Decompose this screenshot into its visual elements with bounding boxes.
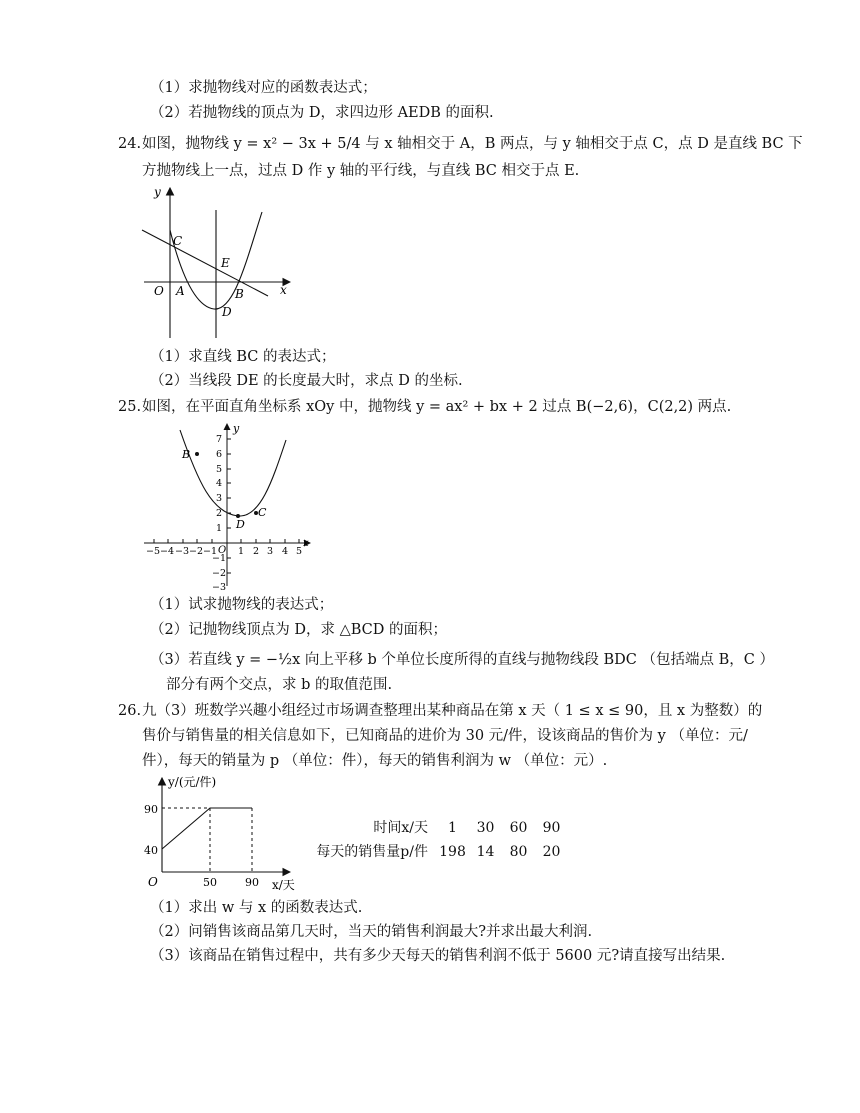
q24-label-c: C [173, 234, 183, 248]
table-cell: 20 [542, 844, 561, 860]
q25-ytick: 1 [216, 523, 223, 534]
q25-label-x: x [303, 538, 309, 549]
q25-xtick: −2 [189, 546, 204, 557]
q25-label-b: B [182, 448, 191, 461]
q24-figure [138, 182, 298, 342]
q25-xtick: 2 [253, 546, 260, 557]
table-row-header: 每天的销售量p/件 [316, 844, 428, 860]
q26-label-o: O [148, 875, 158, 889]
q26-ytick-40: 40 [144, 844, 158, 857]
q26-ylabel: y/(元/件) [168, 775, 217, 789]
q26-number: 26. [118, 703, 142, 719]
q25-ytick: 5 [216, 464, 223, 475]
q25-part1: （1）试求抛物线的表达式； [150, 597, 334, 613]
q25-label-o: O [218, 545, 227, 556]
q24-part2: （2）当线段 DE 的长度最大时，求点 D 的坐标. [150, 373, 463, 389]
q25-xtick: −1 [203, 546, 218, 557]
q25-xtick: −5 [146, 546, 161, 557]
q25-part3-line1: （3）若直线 y = −½x 向上平移 b 个单位长度所得的直线与抛物线段 BDC （包括端点 B，C ） [150, 652, 774, 668]
table-cell: 30 [476, 820, 495, 836]
q26-xtick-50: 50 [203, 876, 217, 889]
q25-ytick: 2 [216, 508, 223, 519]
q25-part2: （2）记抛物线顶点为 D，求 △BCD 的面积； [150, 622, 447, 638]
q26-sales-table [300, 816, 568, 864]
q26-xlabel: x/天 [272, 878, 295, 892]
table-row [300, 840, 568, 864]
q24-part1: （1）求直线 BC 的表达式； [150, 349, 336, 365]
table-row [300, 816, 568, 840]
q25-xtick: −3 [175, 546, 190, 557]
q25-figure [140, 420, 320, 590]
table-row-header: 时间x/天 [373, 820, 428, 836]
q25-xtick: −4 [160, 546, 175, 557]
q25-xtick: 4 [282, 546, 289, 557]
q25-label-d: D [236, 518, 245, 531]
q26-stem-line3: 件），每天的销量为 p （单位：件），每天的销售利润为 w （单位：元）. [142, 753, 608, 769]
q26-stem-line1: 九（3）班数学兴趣小组经过市场调查整理出某种商品在第 x 天（ 1 ≤ x ≤ 90，且 x 为整数）的 [142, 703, 763, 719]
q25-ytick: 3 [216, 493, 223, 504]
q26-part3: （3）该商品在销售过程中，共有多少天每天的销售利润不低于 5600 元?请直接写出结果. [150, 948, 726, 964]
table-cell: 80 [509, 844, 528, 860]
q24-label-e: E [221, 256, 230, 270]
q25-label-y: y [233, 422, 240, 435]
q26-stem-line2: 售价与销售量的相关信息如下，已知商品的进价为 30 元/件，设该商品的售价为 y （单位：元/ [142, 728, 748, 744]
q24-label-o: O [154, 284, 164, 298]
q26-xtick-90: 90 [245, 876, 259, 889]
q25-xtick: 1 [238, 546, 245, 557]
table-cell: 14 [476, 844, 495, 860]
q24-number: 24. [118, 136, 142, 152]
q24-stem-line2: 方抛物线上一点，过点 D 作 y 轴的平行线，与直线 BC 相交于点 E. [142, 163, 580, 179]
q25-parabola [180, 430, 286, 516]
q23-part1: （1）求抛物线对应的函数表达式； [150, 80, 377, 96]
q26-figure [140, 772, 310, 898]
table-cell: 90 [542, 820, 561, 836]
q24-label-x: x [280, 283, 287, 297]
q25-ytick: 7 [216, 434, 223, 445]
q24-label-b: B [235, 287, 244, 301]
q25-number: 25. [118, 399, 142, 415]
q25-label-c: C [258, 506, 267, 519]
q24-stem-line1: 如图，抛物线 y = x² − 3x + 5/4 与 x 轴相交于 A，B 两点，与 y 轴相交于点 C，点 D 是直线 BC 下 [142, 136, 803, 152]
q25-ytick: −3 [212, 582, 227, 590]
q23-part2: （2）若抛物线的顶点为 D，求四边形 AEDB 的面积. [150, 105, 494, 121]
q25-xtick: 5 [296, 546, 303, 557]
q26-part2: （2）问销售该商品第几天时，当天的销售利润最大?并求出最大利润. [150, 924, 593, 940]
q26-part1: （1）求出 w 与 x 的函数表达式. [150, 900, 363, 916]
q25-ytick: 6 [216, 449, 223, 460]
q25-ytick: −2 [212, 568, 227, 579]
q25-ytick: 4 [216, 478, 223, 489]
table-cell: 60 [509, 820, 528, 836]
q25-point-b [195, 452, 199, 456]
q25-stem: 如图，在平面直角坐标系 xOy 中，抛物线 y = ax² + bx + 2 过点 B(−2,6)，C(2,2) 两点. [142, 399, 732, 415]
table-cell: 1 [448, 820, 457, 836]
q24-label-d: D [222, 305, 232, 319]
q25-xtick: 3 [267, 546, 274, 557]
q25-ytick: −1 [212, 553, 227, 564]
q24-label-y: y [154, 185, 161, 199]
q25-part3-line2: 部分有两个交点，求 b 的取值范围. [166, 677, 393, 693]
q26-price-line [162, 808, 252, 849]
table-cell: 198 [439, 844, 466, 860]
q26-ytick-90: 90 [144, 803, 158, 816]
q24-label-a: A [176, 284, 185, 298]
